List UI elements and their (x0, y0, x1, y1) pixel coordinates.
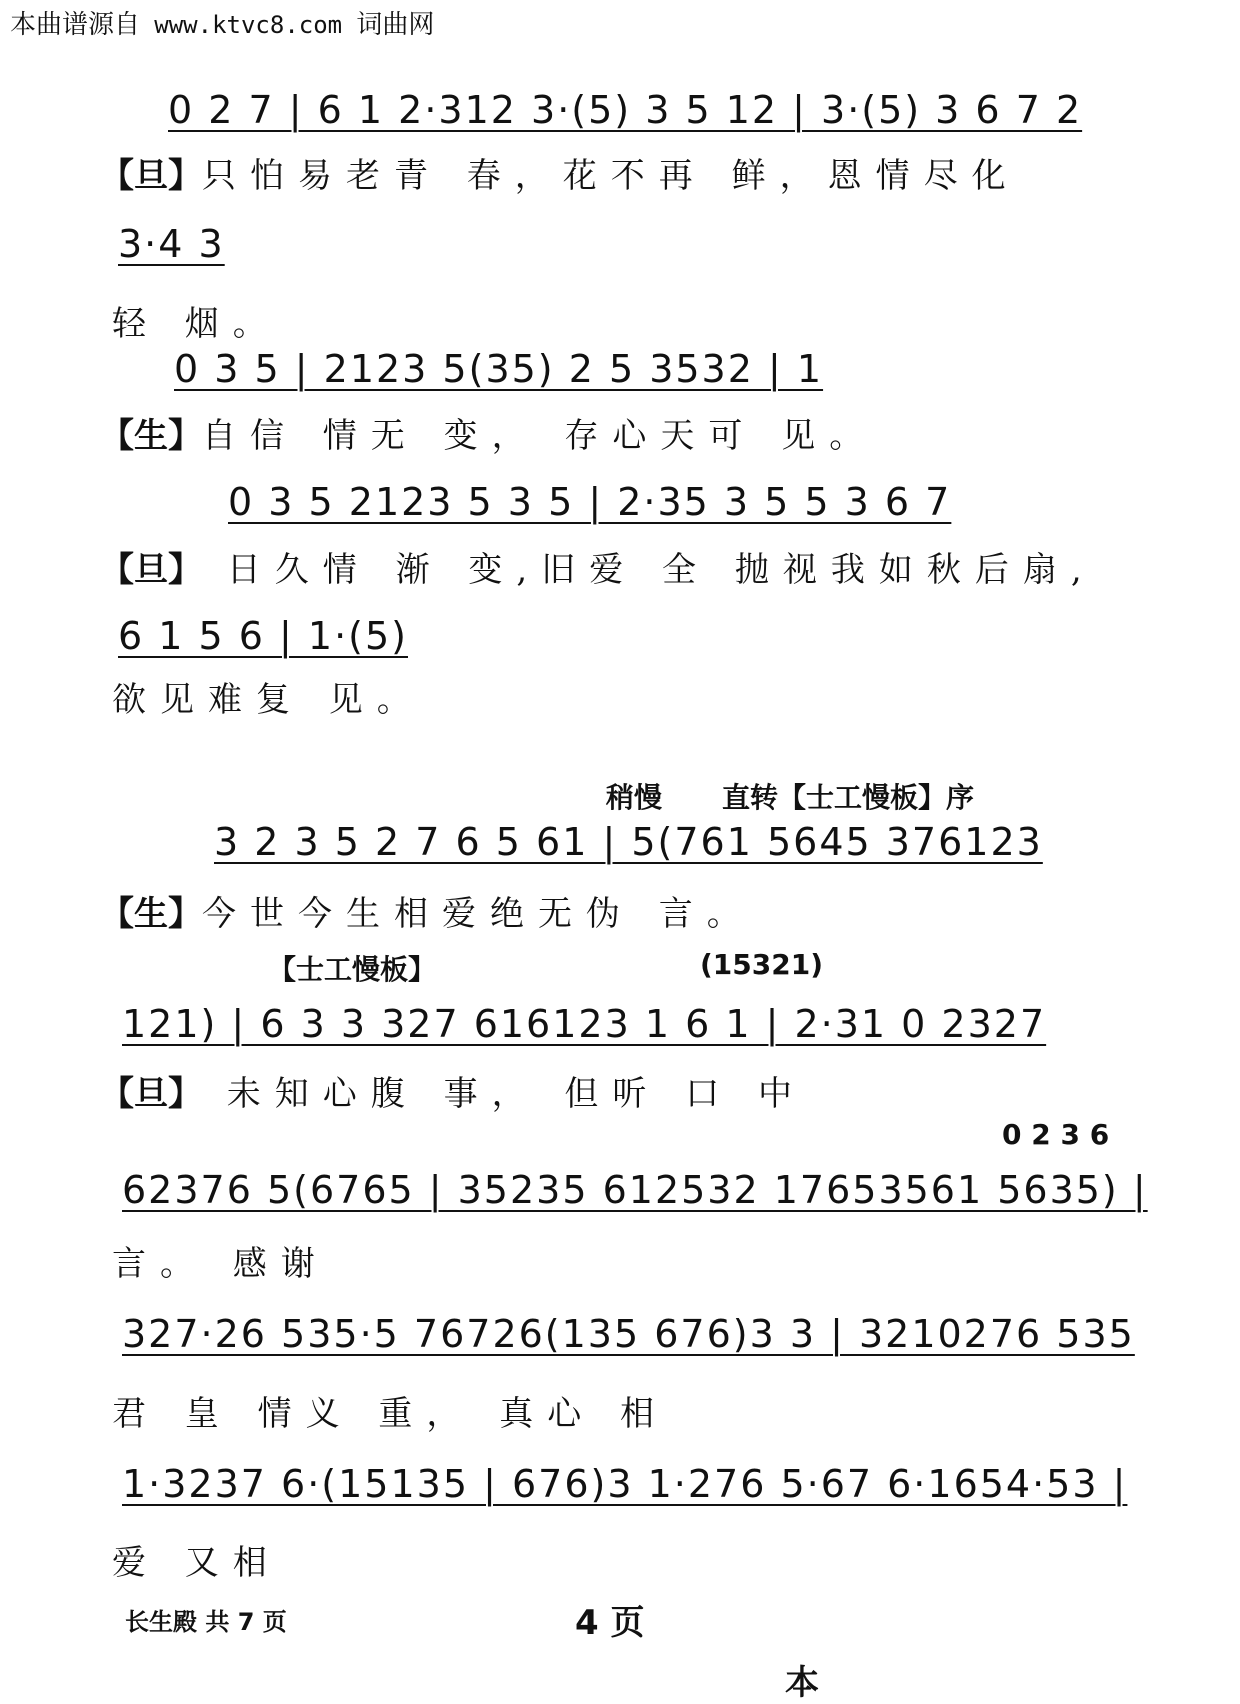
lyric-line-6 (100, 886, 755, 935)
lyric-text: 欲见难复 见。 (112, 680, 425, 720)
lyric-line-3 (100, 408, 877, 457)
notation-line-10: 1·3237 6·(15135 | 676)3 1·276 5·67 6·1654·53 | (122, 1462, 1128, 1506)
upper-notes: 0 2 3 6 (1002, 1118, 1110, 1151)
notation-line-4: 0 3 5 2123 5 3 5 | 2·35 3 5 5 3 6 7 (228, 480, 952, 524)
lyric-line-9 (112, 1386, 668, 1435)
role-tag: 【生】 (100, 416, 202, 456)
role-tag: 【旦】 (100, 156, 202, 196)
notation-line-7: 121) | 6 3 3 327 616123 1 6 1 | 2·31 0 2327 (122, 1002, 1047, 1046)
footer-title: 长生殿 共 7 页 (125, 1608, 287, 1636)
lyric-line-5 (112, 672, 425, 721)
bracket-notes: (15321) (700, 948, 824, 981)
lyric-line-4 (100, 542, 1096, 591)
lyric-text: 轻 烟。 (112, 304, 281, 344)
lyric-text: 只怕易老青 春，花不再 鲜，恩情尽化 (202, 156, 1020, 196)
tempo-mark-slow: 稍慢 (606, 781, 663, 814)
footer-bottom-text: 本 (785, 1663, 819, 1703)
role-tag: 【旦】 (100, 1074, 202, 1114)
notation-line-6: 3 2 3 5 2 7 6 5 61 | 5(761 5645 376123 (214, 820, 1043, 864)
lyric-text: 言。 感谢 (112, 1244, 329, 1284)
notation-line-5: 6 1 5 6 | 1·(5) (118, 614, 408, 658)
notation-line-3: 0 3 5 | 2123 5(35) 2 5 3532 | 1 (174, 347, 824, 391)
notation-line-1: 0 2 7 | 6 1 2·312 3·(5) 3 5 12 | 3·(5) 3 6 7 2 (168, 88, 1083, 132)
lyric-text: 爱 又相 (112, 1543, 281, 1583)
notation-line-9: 327·26 535·5 76726(135 676)3 3 | 3210276 535 (122, 1312, 1135, 1356)
lyric-text: 未知心腹 事， 但听 口 中 (202, 1074, 807, 1114)
lyric-text: 今世今生相爱绝无伪 言。 (202, 894, 755, 934)
tempo-mark-turn: 直转【士工慢板】序 (722, 781, 975, 814)
header-url[interactable]: www.ktvc8.com (154, 11, 343, 39)
lyric-line-1 (100, 148, 1020, 197)
header-suffix: 词曲网 (356, 10, 435, 40)
page-number: 4 页 (575, 1603, 645, 1643)
lyric-text: 自信 情无 变， 存心天可 见。 (202, 416, 878, 456)
source-header (10, 4, 434, 41)
lyric-text: 君 皇 情义 重， 真心 相 (112, 1394, 669, 1434)
lyric-line-10 (112, 1535, 281, 1584)
header-prefix: 本曲谱源自 (10, 10, 141, 40)
lyric-line-2 (112, 296, 281, 345)
tempo-mark-shigong: 【士工慢板】 (268, 953, 437, 986)
lyric-line-8 (112, 1236, 329, 1285)
lyric-text: 日久情 渐 变,旧爱 全 抛视我如秋后扇, (202, 550, 1096, 590)
notation-line-2: 3·4 3 (118, 222, 225, 266)
lyric-line-7 (100, 1066, 806, 1115)
role-tag: 【生】 (100, 894, 202, 934)
notation-line-8: 62376 5(6765 | 35235 612532 17653561 5635) | (122, 1168, 1148, 1212)
role-tag: 【旦】 (100, 550, 202, 590)
